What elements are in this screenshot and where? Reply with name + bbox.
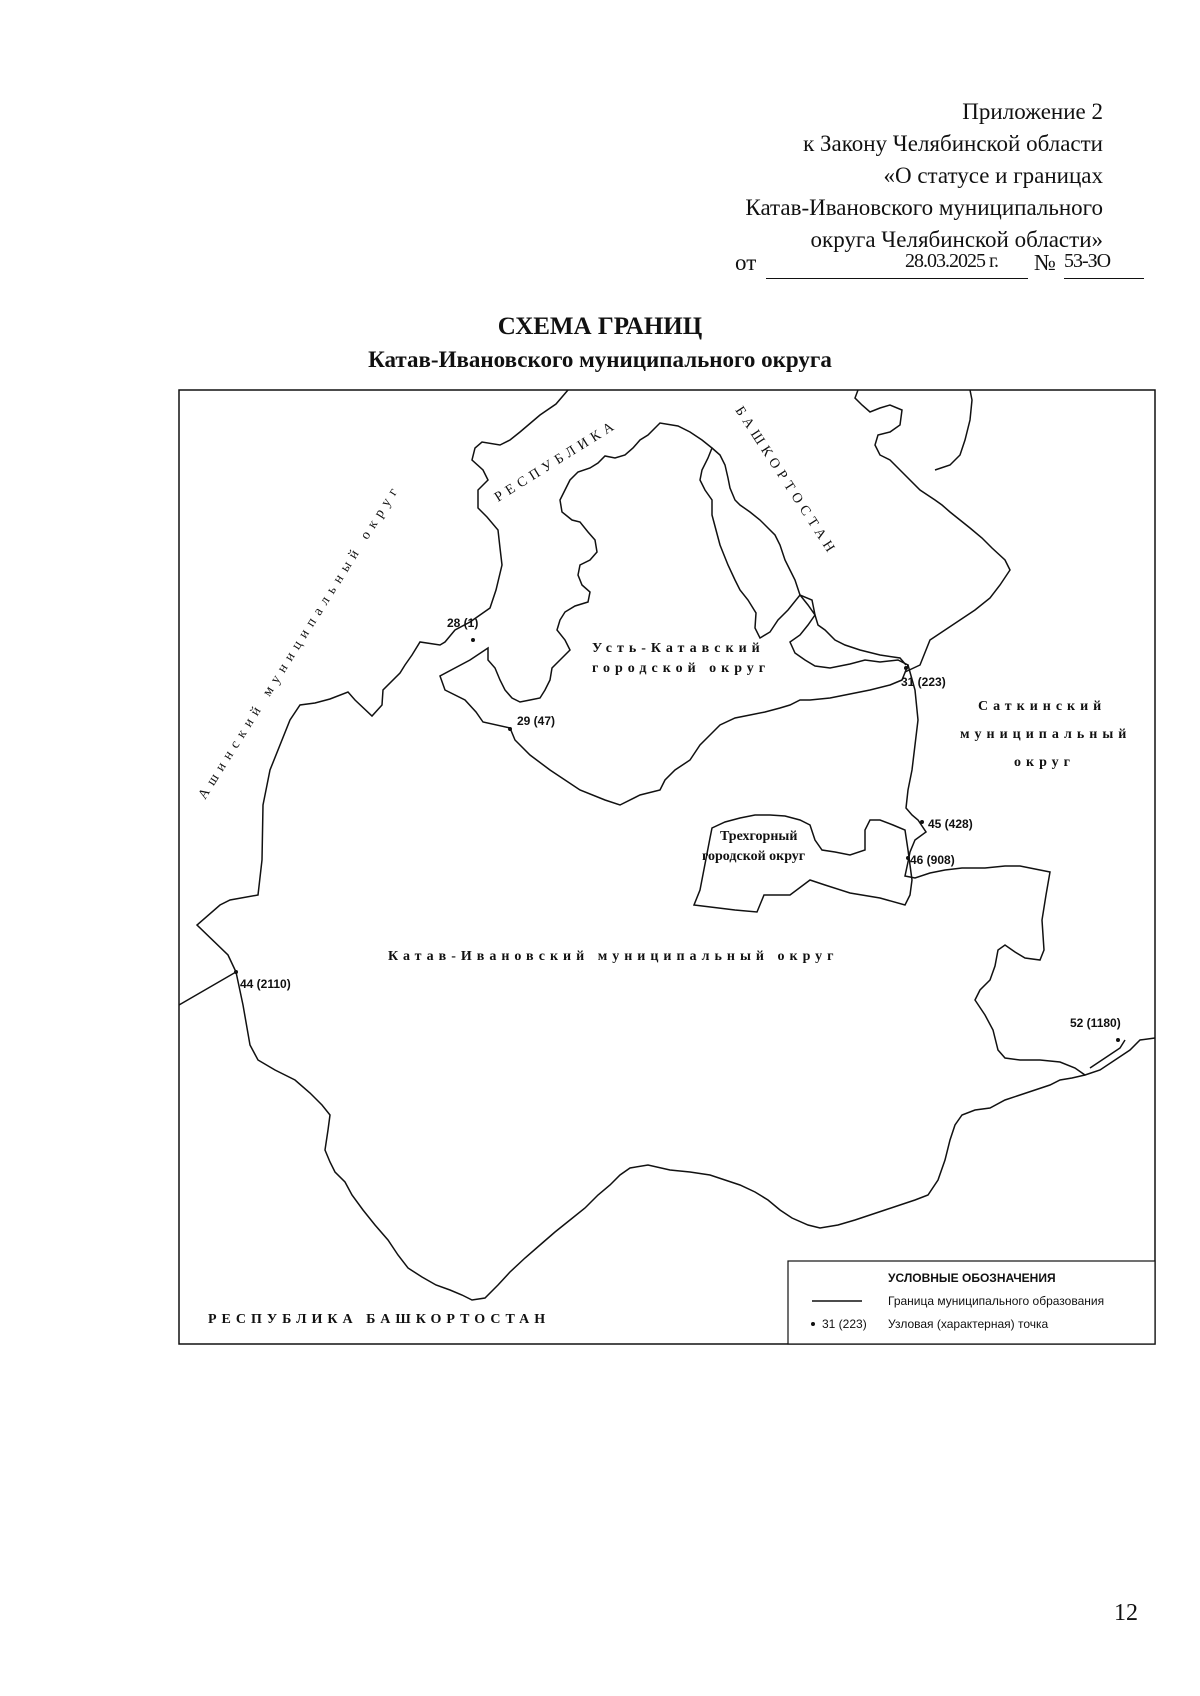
legend-boundary-text: Граница муниципального образования xyxy=(888,1294,1105,1308)
scheme-subtitle: Катав-Ивановского муниципального округа xyxy=(368,347,832,372)
header-line-2: к Закону Челябинской области xyxy=(803,131,1103,156)
point-label-29: 29 (47) xyxy=(517,714,556,728)
point-marker-45 xyxy=(920,820,924,824)
header-line-5: округа Челябинской области» xyxy=(810,227,1103,252)
appendix-header xyxy=(745,96,1103,256)
header-line-1: Приложение 2 xyxy=(962,99,1103,124)
label-katav-ivanovsky: Катав-Ивановский муниципальный округ xyxy=(388,949,839,964)
point-marker-28 xyxy=(471,638,475,642)
point-label-28: 28 (1) xyxy=(447,616,479,630)
label-republic-top: РЕСПУБЛИКА xyxy=(492,417,621,506)
date-text: 28.03.2025 г. xyxy=(905,250,998,272)
legend-point-marker xyxy=(811,1322,815,1326)
boundary-map xyxy=(178,389,1156,1345)
point-52-connector xyxy=(1090,1040,1125,1068)
label-ust-katav-2: городской округ xyxy=(592,661,771,676)
point-label-31: 31 (223) xyxy=(901,675,946,689)
header-line-4: Катав-Ивановского муниципального xyxy=(745,195,1103,220)
bashkortostan-ne-boundary xyxy=(712,448,906,665)
scheme-title: СХЕМА ГРАНИЦ xyxy=(497,313,703,340)
legend-point-sample: 31 (223) xyxy=(822,1317,867,1331)
number-value xyxy=(1064,250,1144,279)
date-value xyxy=(766,250,1028,279)
legend-point-text: Узловая (характерная) точка xyxy=(888,1317,1049,1331)
number-prefix: № xyxy=(1034,250,1056,275)
satkinsky-north-boundary xyxy=(855,390,1010,672)
label-trekhgorny-2: городской округ xyxy=(702,849,806,864)
map-legend xyxy=(788,1261,1155,1344)
page-number: 12 xyxy=(1114,1600,1138,1626)
point-marker-31 xyxy=(904,666,908,670)
label-satkinsky-3: округ xyxy=(1014,755,1076,770)
number-text: 53-ЗО xyxy=(1064,250,1111,272)
katav-ivanovsky-outer-boundary xyxy=(236,972,1085,1300)
point-marker-29 xyxy=(508,727,512,731)
label-trekhgorny-1: Трехгорный xyxy=(720,829,798,844)
satkinsky-north-boundary-2 xyxy=(935,390,972,470)
label-satkinsky-2: муниципальный xyxy=(960,727,1132,742)
point-label-45: 45 (428) xyxy=(928,817,973,831)
point-label-44: 44 (2110) xyxy=(240,977,291,991)
point-marker-52 xyxy=(1116,1038,1120,1042)
label-ashinsky: Ашинский муниципальный округ xyxy=(195,480,405,803)
date-prefix: от xyxy=(735,250,757,275)
map-frame xyxy=(179,390,1155,1344)
label-ust-katav-1: Усть-Катавский xyxy=(592,641,765,656)
header-line-3: «О статусе и границах xyxy=(883,163,1103,188)
point-label-52: 52 (1180) xyxy=(1070,1016,1121,1030)
point-marker-44 xyxy=(234,970,238,974)
label-republic-bottom: РЕСПУБЛИКА БАШКОРТОСТАН xyxy=(208,1312,551,1327)
label-satkinsky-1: Саткинский xyxy=(978,699,1107,714)
label-bashkortostan-top: БАШКОРТОСТАН xyxy=(731,404,840,560)
point-label-46: 46 (908) xyxy=(910,853,955,867)
legend-title: УСЛОВНЫЕ ОБОЗНАЧЕНИЯ xyxy=(888,1271,1056,1285)
point-marker-46 xyxy=(906,856,910,860)
